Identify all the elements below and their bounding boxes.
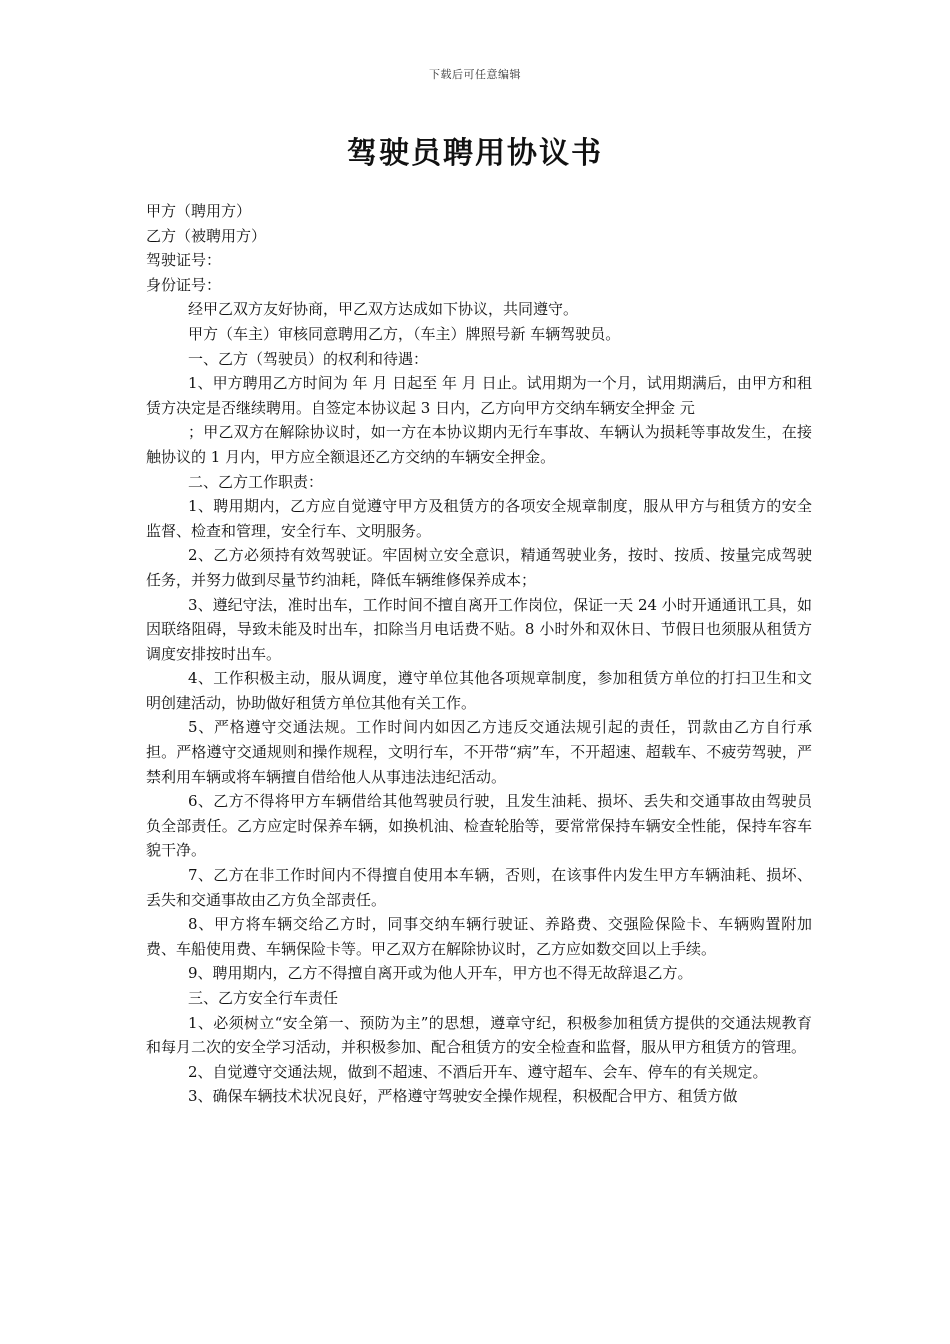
paragraph: 8、甲方将车辆交给乙方时，同事交纳车辆行驶证、养路费、交强险保险卡、车辆购置附加费、车船使用费、车辆保险卡等。甲乙双方在解除协议时，乙方应如数交回以上手续。 [146,915,812,958]
paragraph: 5、严格遵守交通法规。工作时间内如因乙方违反交通法规引起的责任，罚款由乙方自行承担。严格遵守交通规则和操作规程，文明行车，不开带“病”车，不开超速、超载车、不疲劳驾驶，严禁利用车辆或将车辆擅自借给他人从事违法违纪活动。 [146,718,812,786]
paragraph: 6、乙方不得将甲方车辆借给其他驾驶员行驶，且发生油耗、损坏、丢失和交通事故由驾驶员负全部责任。乙方应定时保养车辆，如换机油、检查轮胎等，要常常保持车辆安全性能，保持车容车貌干净。 [146,792,812,860]
header-note: 下载后可任意编辑 [429,68,521,81]
paragraph: 三、乙方安全行车责任 [188,989,339,1007]
paragraph: 4、工作积极主动，服从调度，遵守单位其他各项规章制度，参加租赁方单位的打扫卫生和文明创建活动，协助做好租赁方单位其他有关工作。 [146,669,812,712]
paragraph: ；甲乙双方在解除协议时，如一方在本协议期内无行车事故、车辆认为损耗等事故发生，在接触协议的 1 月内，甲方应全额退还乙方交纳的车辆安全押金。 [146,423,812,466]
paragraph: 经甲乙双方友好协商，甲乙双方达成如下协议，共同遵守。 [188,300,579,319]
paragraph: 9、聘用期内，乙方不得擅自离开或为他人开车，甲方也不得无故辞退乙方。 [188,964,693,983]
paragraph: 一、乙方（驾驶员）的权利和待遇： [188,349,429,368]
document-body [146,199,812,1109]
paragraph: 甲方（聘用方） [146,202,252,220]
paragraph: 二、乙方工作职责： [188,472,324,491]
paragraph: 7、乙方在非工作时间内不得擅自使用本车辆，否则，在该事件内发生甲方车辆油耗、损坏、丢失和交通事故由乙方负全部责任。 [146,866,812,909]
paragraph: 3、确保车辆技术状况良好，严格遵守驾驶安全操作规程，积极配合甲方、租赁方做 [188,1087,738,1106]
paragraph: 2、自觉遵守交通法规，做到不超速、不酒后开车、遵守超车、会车、停车的有关规定。 [188,1062,768,1081]
paragraph: 1、甲方聘用乙方时间为 年 月 日起至 年 月 日止。试用期为一个月，试用期满后，由甲方和租赁方决定是否继续聘用。自签定本协议起 3 日内，乙方向甲方交纳车辆安全押金 元 [146,374,812,417]
document-title: 驾驶员聘用协议书 [347,136,603,171]
paragraph: 乙方（被聘用方） [146,226,267,245]
paragraph: 1、必须树立“安全第一、预防为主”的思想，遵章守纪，积极参加租赁方提供的交通法规教育和每月二次的安全学习活动，并积极参加、配合租赁方的安全检查和监督，服从甲方租赁方的管理。 [146,1013,812,1057]
paragraph: 甲方（车主）审核同意聘用乙方，（车主）牌照号新 车辆驾驶员。 [188,324,621,343]
paragraph: 驾驶证号： [146,251,222,270]
paragraph: 1、聘用期内，乙方应自觉遵守甲方及租赁方的各项安全规章制度，服从甲方与租赁方的安全监督、检查和管理，安全行车、文明服务。 [146,497,812,540]
paragraph: 身份证号： [146,275,222,294]
paragraph: 3、遵纪守法，准时出车，工作时间不擅自离开工作岗位，保证一天 24 小时开通通讯工具，如因联络阻碍，导致未能及时出车，扣除当月电话费不贴。8 小时外和双休日、节假日也须服从租赁方调度安排按时出车。 [146,595,812,663]
paragraph: 2、乙方必须持有效驾驶证。牢固树立安全意识，精通驾驶业务，按时、按质、按量完成驾驶任务，并努力做到尽量节约油耗，降低车辆维修保养成本； [146,546,812,589]
